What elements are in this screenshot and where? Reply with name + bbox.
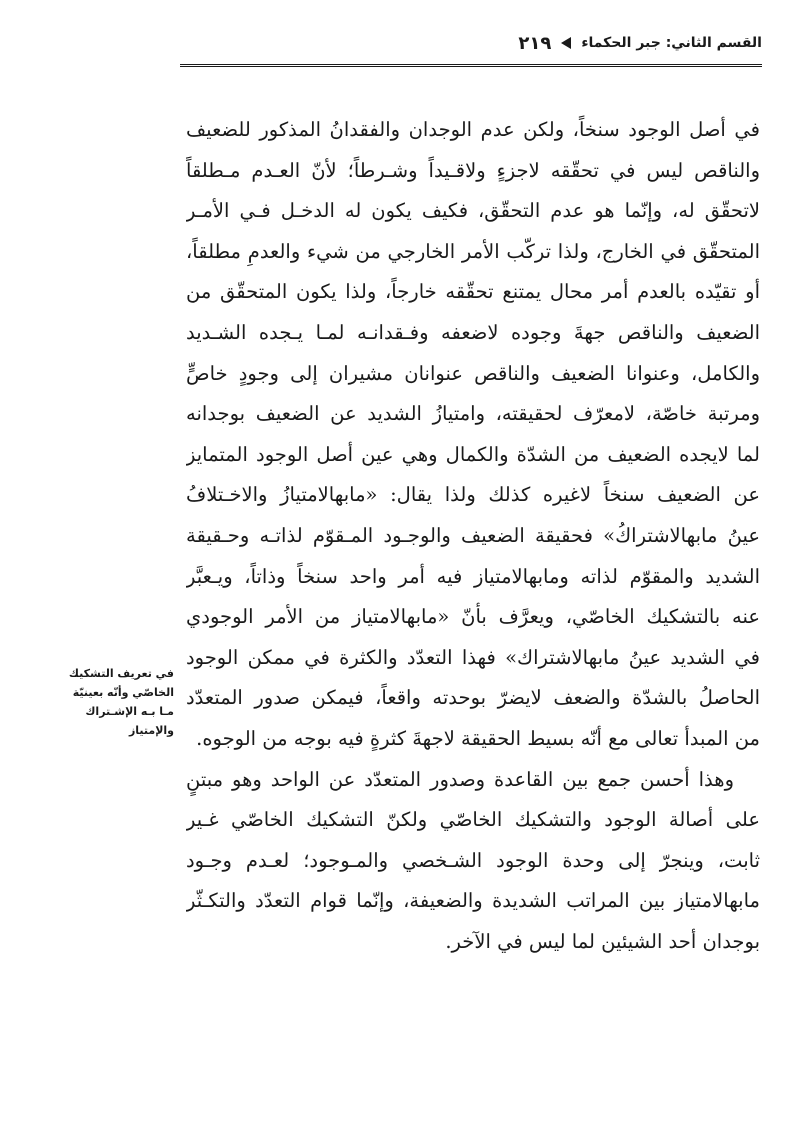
text-line: عن الضعيف سنخاً لاغيره كذلك ولذا يقال: «مابهالامتيازُ والاخـتلافُ	[186, 483, 760, 507]
header-rule	[180, 64, 762, 67]
text-line: المتحقّق في الخارج، ولذا تركّب الأمر الخارجي من شيء والعدمِ مطلقاً،	[186, 239, 760, 263]
text-line: والناقص ليس في تحقّقه لاجزءٍ ولاقـيداً وشـرطاً؛ لأنّ العـدم مـطلقاً	[186, 158, 760, 182]
text-line: في الشديد عينُ مابهالاشتراك» فهذا التعدّد والكثرة في ممكن الوجود	[186, 645, 760, 669]
text-line: بوجدان أحد الشيئين لما ليس في الآخر.	[445, 929, 760, 953]
margin-note-line: مـا بـه الإشـتراك	[85, 705, 174, 718]
margin-note-line: والإمتياز	[128, 724, 174, 737]
text-line: عنه بالتشكيك الخاصّي، ويعرَّف بأنّ «مابهالامتياز من الأمر الوجودي	[186, 605, 760, 629]
text-line: أو تقيّده بالعدم أمر محال يمتنع تحقّقه خارجاً، ولذا يكون المتحقّق من	[186, 280, 760, 304]
text-line: لاتحقّق له، وإنّما هو عدم التحقّق، فكيف يكون له الدخـل فـي الأمـر	[186, 199, 760, 223]
left-arrow-icon	[561, 37, 571, 49]
margin-note-line: في تعريف التشكيك	[68, 667, 174, 680]
text-line: والكامل، وعنوانا الضعيف والناقص عنوانان مشيران إلى وجودٍ خاصٍّ	[186, 361, 760, 385]
text-line: الضعيف والناقص جهةَ وجوده لاضعفه وفـقدانـه لمـا يـجده الشـديد	[186, 320, 760, 344]
page-number: ٢١٩	[518, 32, 552, 54]
body-text	[186, 110, 760, 962]
text-line-paragraph-start: وهذا أحسن جمع بين القاعدة وصدور المتعدّد عن الواحد وهو مبتنٍ	[186, 767, 734, 791]
margin-note	[58, 664, 174, 740]
text-line: الحاصلُ بالشدّة والضعف لايضرّ بوحدته واقعاً، فيمكن صدور المتعدّد	[186, 686, 760, 710]
text-line: من المبدأ تعالى مع أنّه بسيط الحقيقة لاجهةَ كثرةٍ فيه بوجه من الوجوه.	[196, 726, 760, 750]
text-line: ومرتبة خاصّة، لامعرّف لحقيقته، وامتيازُ الشديد عن الضعيف بوجدانه	[186, 402, 760, 426]
text-line: على أصالة الوجود والتشكيك الخاصّي ولكنّ التشكيك الخاصّي غـير	[186, 808, 760, 832]
text-line: ثابت، وينجرّ إلى وحدة الوجود الشـخصي والمـوجود؛ لعـدم وجـود	[186, 848, 760, 872]
text-line: الشديد والمقوّم لذاته ومابهالامتياز فيه أمر واحد سنخاً وذاتاً، ويـعبَّر	[186, 564, 760, 588]
text-line: مابهالامتياز بين المراتب الشديدة والضعيفة، وإنّما قوام التعدّد والتكـثّر	[186, 889, 760, 913]
text-line: عينُ مابهالاشتراكُ» فحقيقة الضعيف والوجـود المـقوّم لذاتـه وحـقيقة	[186, 523, 760, 547]
running-header	[180, 26, 762, 60]
text-line: في أصل الوجود سنخاً، ولكن عدم الوجدان والفقدانُ المذكور للضعيف	[186, 118, 760, 141]
margin-note-line: الخاصّي وأنّه بعينيّة	[72, 686, 174, 699]
section-title: القسم الثاني: جبر الحكماء	[581, 35, 762, 51]
text-line: لما لايجده الضعيف من الشدّة والكمال وهي عين أصل الوجود المتمايز	[186, 442, 760, 466]
